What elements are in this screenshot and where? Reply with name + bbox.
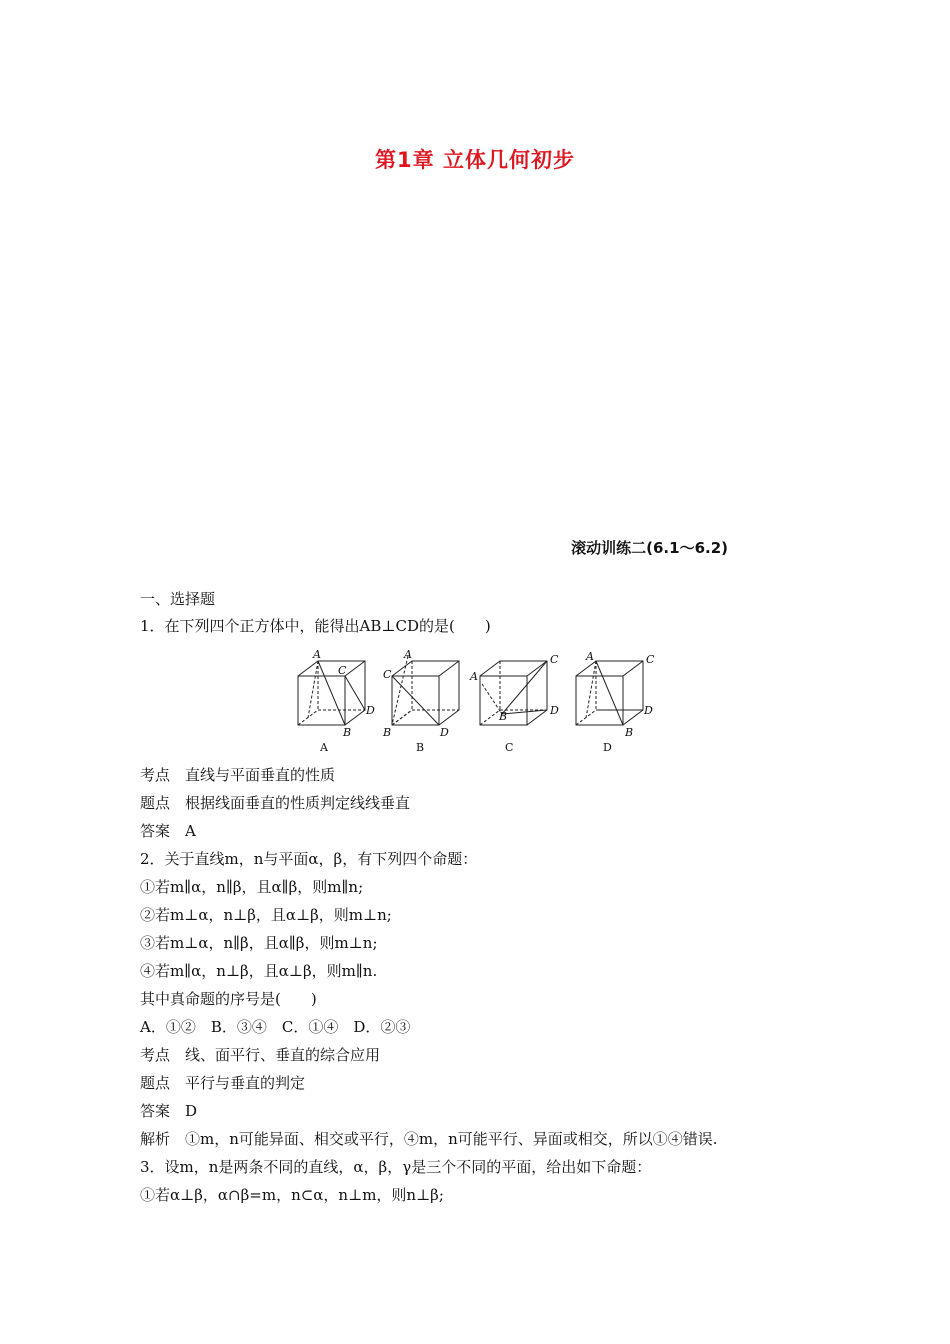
section-heading-choice: 一、选择题: [140, 590, 216, 608]
section-title: 滚动训练二(6.1～6.2): [571, 539, 728, 557]
q2-options: A．①② B．③④ C．①④ D．②③: [140, 1018, 411, 1036]
q2-proposition-4: ④若m∥α，n⊥β，且α⊥β，则m∥n.: [140, 962, 378, 980]
cube-d-label-b: B: [625, 726, 634, 739]
question-1: 1．在下列四个正方体中，能得出AB⊥CD的是( ): [140, 617, 491, 635]
cube-c-label-d: D: [550, 704, 559, 717]
chapter-title: 第1章 立体几何初步: [375, 148, 575, 172]
cube-c: [480, 661, 547, 725]
cube-d-label-a: A: [586, 650, 594, 663]
caption-b: B: [416, 741, 425, 754]
cube-a-label-a: A: [313, 648, 321, 661]
cube-figures: [280, 646, 670, 758]
q2-topic: 考点 线、面平行、垂直的综合应用: [140, 1046, 381, 1064]
cube-c-label-b: B: [499, 710, 508, 723]
cube-a: [298, 661, 365, 725]
cube-a-label-d: D: [366, 704, 375, 717]
q2-subtopic: 题点 平行与垂直的判定: [140, 1074, 306, 1092]
question-2: 2．关于直线m，n与平面α，β，有下列四个命题：: [140, 850, 478, 868]
q2-proposition-3: ③若m⊥α，n∥β，且α∥β，则m⊥n;: [140, 934, 378, 952]
q1-subtopic: 题点 根据线面垂直的性质判定线线垂直: [140, 794, 411, 812]
cube-figures-svg: [280, 646, 670, 758]
cube-d-label-d: D: [644, 704, 653, 717]
caption-a: A: [320, 741, 328, 754]
q2-answer: 答案 D: [140, 1102, 198, 1120]
caption-c: C: [505, 741, 514, 754]
cube-c-label-a: A: [470, 670, 478, 683]
cube-a-label-c: C: [338, 664, 347, 677]
q2-explanation: 解析 ①m，n可能异面、相交或平行，④m，n可能平行、异面或相交，所以①④错误.: [140, 1130, 718, 1148]
caption-d: D: [603, 741, 612, 754]
q2-prompt: 其中真命题的序号是( ): [140, 990, 317, 1008]
q2-proposition-2: ②若m⊥α，n⊥β，且α⊥β，则m⊥n;: [140, 906, 392, 924]
cube-b: [392, 656, 459, 725]
q2-proposition-1: ①若m∥α，n∥β，且α∥β，则m∥n;: [140, 878, 364, 896]
cube-b-label-c: C: [383, 668, 392, 681]
q3-proposition-1: ①若α⊥β，α∩β=m，n⊂α，n⊥m，则n⊥β;: [140, 1186, 444, 1204]
cube-c-label-c: C: [550, 653, 559, 666]
question-3: 3．设m，n是两条不同的直线，α，β，γ是三个不同的平面，给出如下命题：: [140, 1158, 652, 1176]
q1-answer: 答案 A: [140, 822, 196, 840]
cube-b-label-d: D: [440, 726, 449, 739]
cube-a-label-b: B: [343, 726, 352, 739]
cube-d: [576, 661, 643, 725]
cube-b-label-a: A: [404, 648, 412, 661]
cube-d-label-c: C: [646, 653, 655, 666]
q1-topic: 考点 直线与平面垂直的性质: [140, 766, 336, 784]
cube-b-label-b: B: [383, 726, 392, 739]
